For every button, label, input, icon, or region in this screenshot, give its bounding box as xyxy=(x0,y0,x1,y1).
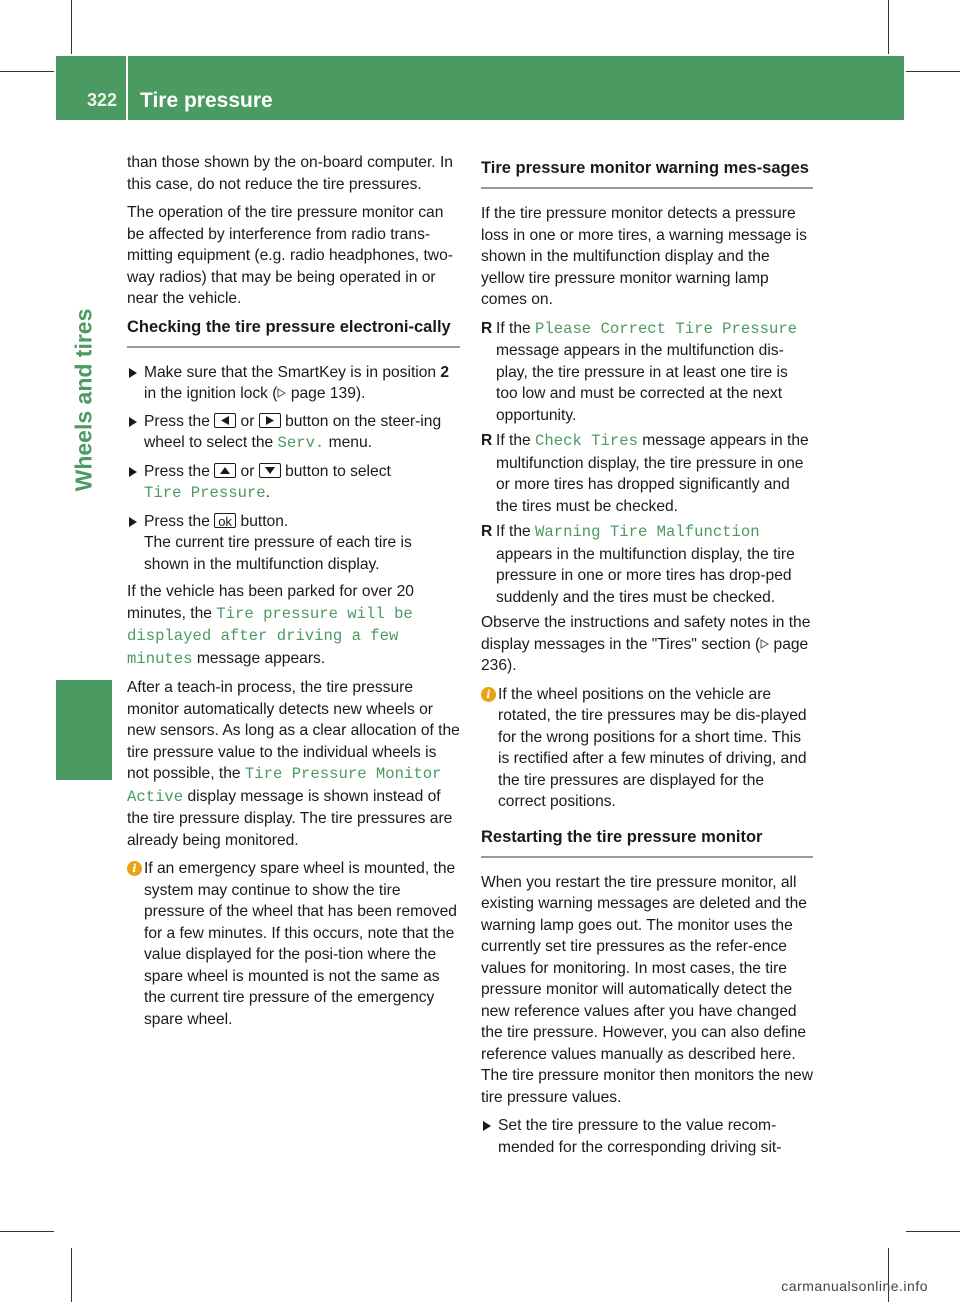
display-message: Check Tires xyxy=(535,432,638,450)
paragraph: If the vehicle has been parked for over 20 minutes, the Tire pressure will be displayed after driving a few minutes message appears. xyxy=(127,583,414,668)
section-heading: Tire pressure monitor warning mes-sages xyxy=(481,158,813,189)
instruction-step: Set the tire pressure to the value recom-mended for the corresponding driving sit- xyxy=(481,1115,813,1158)
bullet-marker: R xyxy=(481,319,493,337)
info-note: i If the wheel positions on the vehicle are rotated, the tire pressures may be dis-played for the wrong positions for a short time. This is rectified after a few minutes of driving, and the tire pressures are displayed for the correct positions. xyxy=(481,684,813,813)
crop-mark xyxy=(0,71,54,72)
info-note: i If an emergency spare wheel is mounted, the system may continue to show the tire pressure of the wheel that has been removed for a few minutes. If this occurs, note that the value displayed for the posi-tion where the spare wheel is mounted is not the same as the current tire pressure of the emergency spare wheel. xyxy=(127,858,460,1030)
page-number: 322 xyxy=(87,90,118,110)
watermark: carmanualsonline.info xyxy=(781,1278,928,1294)
paragraph: The operation of the tire pressure monitor can be affected by interference from radio trans-mitting equipment (e.g. radio headphones, two-way radios) that may be being operated in or near the vehicle. xyxy=(127,204,453,307)
left-arrow-key-icon xyxy=(214,413,236,428)
page-title: Tire pressure xyxy=(140,89,273,112)
display-message: Tire Pressure Monitor Active xyxy=(127,765,442,806)
ok-key-icon: ok xyxy=(214,513,236,528)
instruction-step: Press the or button to select Tire Pressure. xyxy=(127,461,460,505)
page-reference[interactable]: page 236 xyxy=(481,635,809,674)
side-tab-marker xyxy=(56,680,112,780)
crop-mark xyxy=(71,1248,72,1302)
step-result: The current tire pressure of each tire is shown in the multifunction display. xyxy=(144,534,412,573)
section-heading: Checking the tire pressure electroni-cally xyxy=(127,317,460,348)
down-arrow-key-icon xyxy=(259,463,281,478)
right-column xyxy=(481,152,813,1164)
crop-mark xyxy=(888,0,889,54)
bullet-item: R If the Warning Tire Malfunction appears in the multifunction display, the tire pressure in one or more tires has drop-ped suddenly and the tires must be checked. xyxy=(481,523,795,606)
display-message: Tire pressure will be displayed after driving a few minutes xyxy=(127,604,413,668)
right-arrow-key-icon xyxy=(259,413,281,428)
triangle-right-outline-icon xyxy=(277,385,286,402)
crop-mark xyxy=(906,71,960,72)
paragraph: If the tire pressure monitor detects a pressure loss in one or more tires, a warning message is shown in the multifunction display and the yellow tire pressure monitor warning lamp comes on. xyxy=(481,205,807,308)
instruction-step: Make sure that the SmartKey is in position 2 in the ignition lock ( page 139). xyxy=(127,362,460,405)
bullet-item: R If the Check Tires message appears in the multifunction display, the tire pressure in one or more tires has dropped significantly and the tires must be checked. xyxy=(481,432,809,515)
bullet-marker: R xyxy=(481,523,493,540)
triangle-right-outline-icon xyxy=(760,636,769,653)
info-icon: i xyxy=(127,861,142,876)
paragraph: than those shown by the on-board computer. In this case, do not reduce the tire pressures. xyxy=(127,154,453,193)
info-icon: i xyxy=(481,687,496,702)
display-message: Warning Tire Malfunction xyxy=(535,523,760,541)
instruction-step: Press the or button on the steer-ing wheel to select the Serv. menu. xyxy=(127,411,460,455)
paragraph: When you restart the tire pressure monitor, all existing warning messages are deleted and the warning lamp goes out. The monitor uses the currently set tire pressures as the refer-ence values for monitoring. In most cases, the tire pressure monitor will automatically detect the new reference values after you have changed the tire pressure. However, you can also define reference values manually as described here. The tire pressure monitor then monitors the new tire pressure values. xyxy=(481,873,813,1106)
header-divider xyxy=(126,56,128,120)
page-reference[interactable]: page 139 xyxy=(290,385,356,402)
display-menu-item: Tire Pressure xyxy=(144,484,266,502)
display-menu-name: Serv. xyxy=(277,434,325,452)
bullet-marker: R xyxy=(481,432,493,449)
crop-mark xyxy=(71,0,72,54)
instruction-step: Press the ok button. The current tire pressure of each tire is shown in the multifunction display. xyxy=(127,511,460,576)
bullet-item: R If the Please Correct Tire Pressure message appears in the multifunction dis-play, the tire pressure in at least one tire is too low and must be corrected at the next opportunity. xyxy=(481,319,798,424)
left-column xyxy=(127,152,460,1038)
up-arrow-key-icon xyxy=(214,463,236,478)
crop-mark xyxy=(0,1231,54,1232)
paragraph: Observe the instructions and safety notes in the display messages in the "Tires" section ( page 236). xyxy=(481,614,811,674)
section-heading: Restarting the tire pressure monitor xyxy=(481,827,813,858)
crop-mark xyxy=(906,1231,960,1232)
side-tab-label: Wheels and tires xyxy=(70,308,97,492)
display-message: Please Correct Tire Pressure xyxy=(535,319,798,338)
paragraph: After a teach-in process, the tire pressure monitor automatically detects new wheels or new sensors. As long as a clear allocation of the tire pressure value to the individual wheels is not possible, the Tire Pressure Monitor Active display message is shown instead of the tire pressure display. The tire pressures are already being monitored. xyxy=(127,679,460,849)
